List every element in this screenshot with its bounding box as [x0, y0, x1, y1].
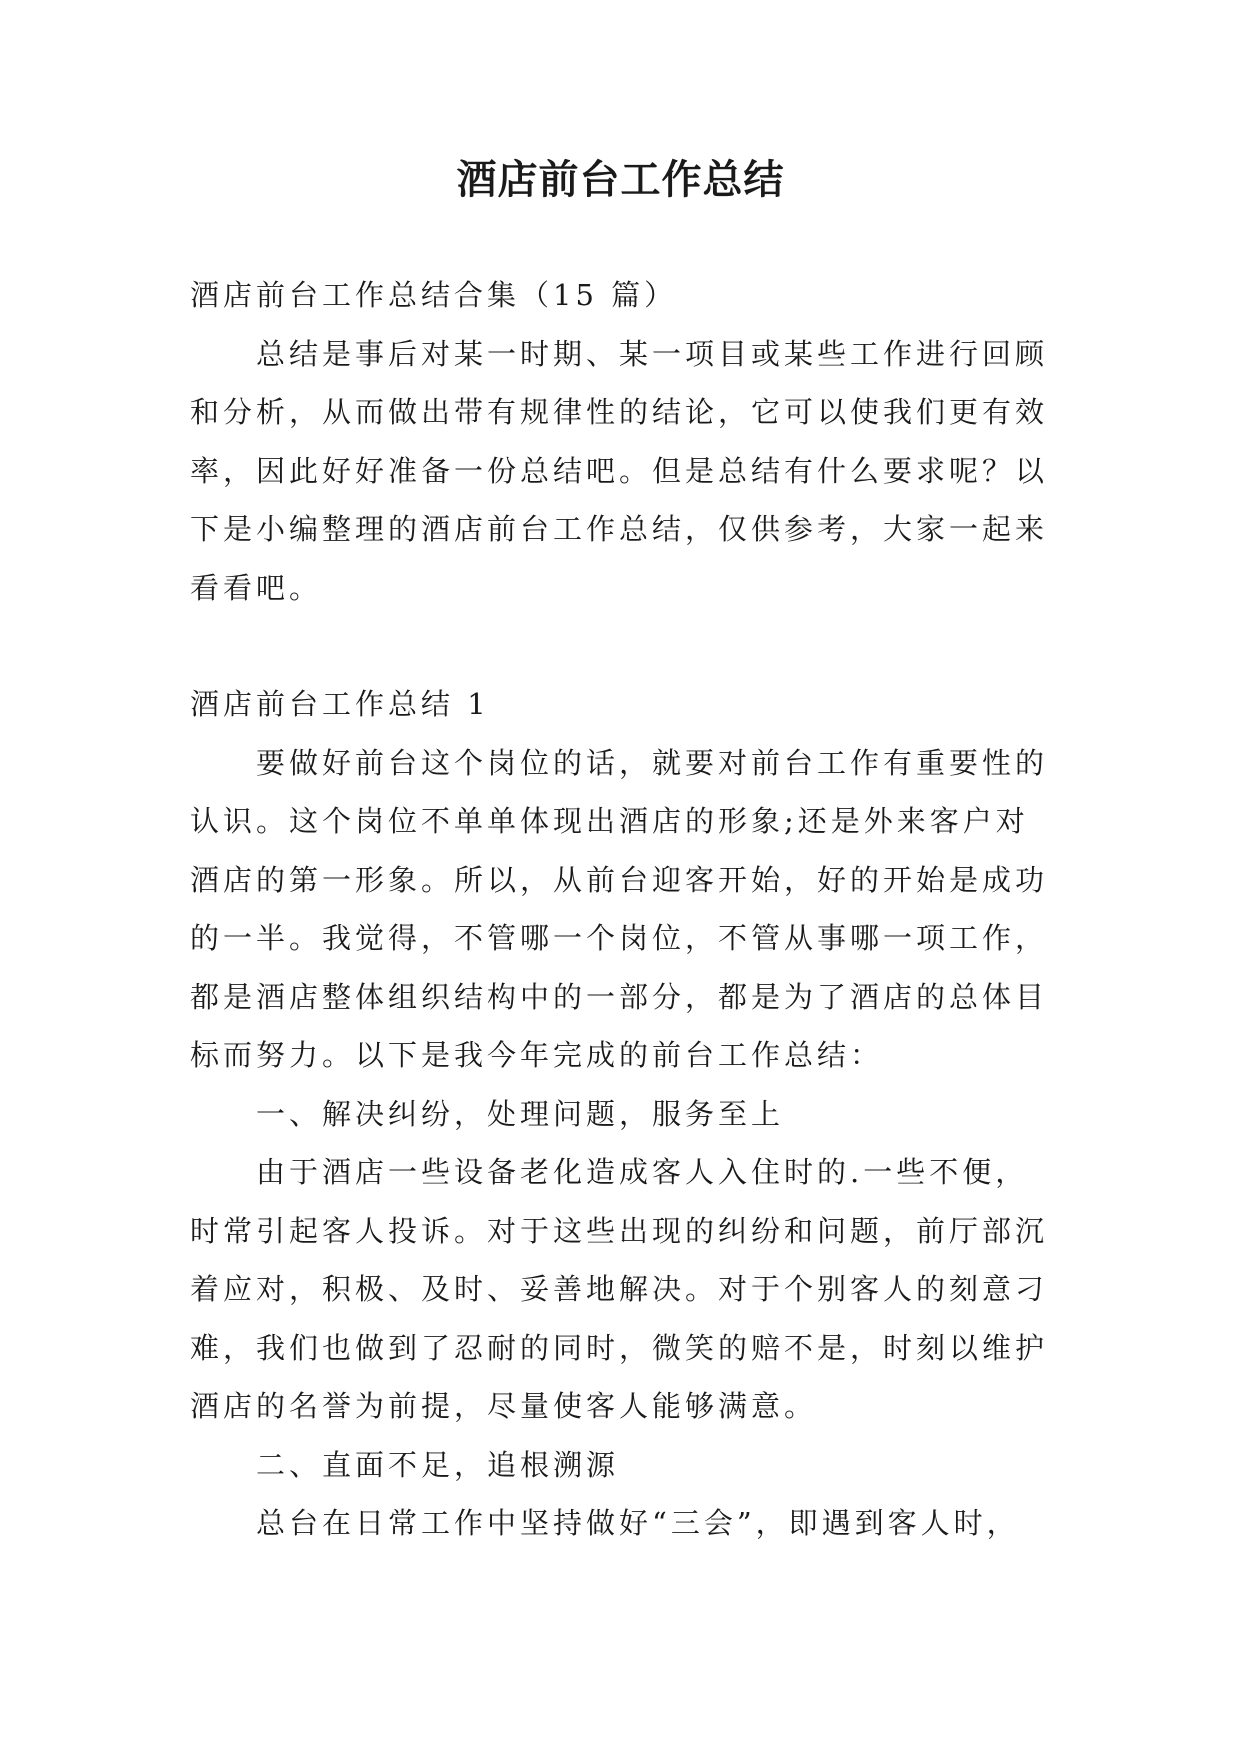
point-paragraph: 总台在日常工作中坚持做好“三会”，即遇到客人时，: [256, 1506, 1020, 1540]
section-heading: 酒店前台工作总结 1: [190, 687, 490, 721]
point-heading: 二、直面不足，追根溯源: [256, 1447, 620, 1482]
paragraph-spacer: [190, 617, 1060, 675]
section-paragraph: 要做好前台这个岗位的话，就要对前台工作有重要性的认识。这个岗位不单单体现出酒店的形象;还是外来客户对酒店的第一形象。所以，从前台迎客开始，好的开始是成功的一半。我觉得，不管哪一个岗位，不管从事哪一项工作，都是酒店整体组织结构中的一部分，都是为了酒店的总体目标而努力。以下是我今年完成的前台工作总结：: [190, 745, 1049, 1072]
document-title: 酒店前台工作总结: [456, 156, 785, 203]
point-paragraph: 由于酒店一些设备老化造成客人入住时的.一些不便，时常引起客人投诉。对于这些出现的纠纷和问题，前厅部沉着应对，积极、及时、妥善地解决。对于个别客人的刻意刁难，我们也做到了忍耐的同时，微笑的赔不是，时刻以维护酒店的名誉为前提，尽量使客人能够满意。: [190, 1155, 1049, 1423]
document-body: [190, 266, 1060, 1553]
point-heading: 一、解决纠纷，处理问题，服务至上: [256, 1096, 785, 1131]
intro-paragraph: 总结是事后对某一时期、某一项目或某些工作进行回顾和分析，从而做出带有规律性的结论，它可以使我们更有效率，因此好好准备一份总结吧。但是总结有什么要求呢？以下是小编整理的酒店前台工作总结，仅供参考，大家一起来看看吧。: [190, 336, 1049, 605]
collection-heading: 酒店前台工作总结合集（15 篇）: [190, 278, 678, 312]
